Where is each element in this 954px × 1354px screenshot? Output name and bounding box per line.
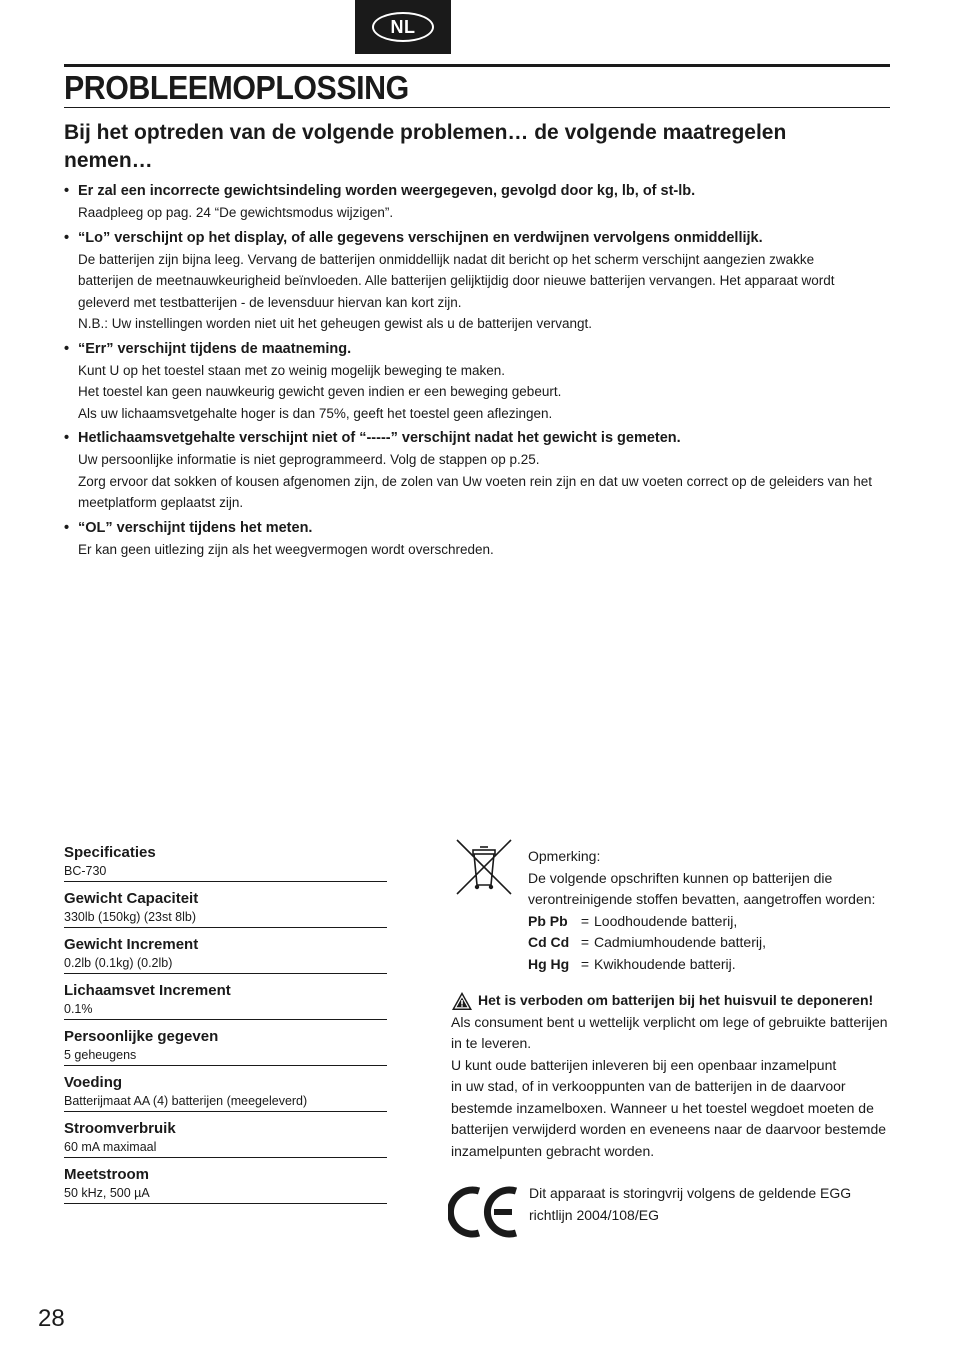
problem-item — [64, 339, 890, 425]
spec-label: Voeding — [64, 1074, 123, 1091]
spec-label: Gewicht Capaciteit — [64, 890, 199, 907]
problem-item — [64, 428, 890, 514]
note-equals: = — [580, 934, 590, 950]
problem-heading: “Lo” verschijnt op het display, of alle gegevens verschijnen en verdwijnen vervolgens onmiddellijk. — [78, 229, 763, 246]
spec-row — [64, 933, 387, 974]
spec-label: Stroomverbruik — [64, 1120, 176, 1137]
ce-mark-icon — [448, 1185, 520, 1239]
warning-heading: Het is verboden om batterijen bij het huisvuil te deponeren! — [478, 992, 874, 1008]
warning-triangle-icon — [451, 991, 473, 1011]
bullet-icon: • — [64, 183, 70, 199]
problem-heading: Hetlichaamsvetgehalte verschijnt niet of “-----” verschijnt nadat het gewicht is gemeten. — [78, 430, 681, 446]
ce-statement: Dit apparaat is storingvrij volgens de geldende EGG richtlijn 2004/108/EG — [529, 1185, 852, 1223]
problem-body: Uw persoonlijke informatie is niet geprogrammeerd. Volg de stappen op p.25. Zorg ervoor dat sokken of kousen afgenomen zijn, de zolen van Uw voeten rein zijn en dat uw voeten correct op de geleiders van het meetplatform geplaatst zijn. — [78, 452, 872, 510]
note-item — [528, 911, 888, 933]
note-meaning: Kwikhoudende batterij. — [594, 955, 736, 972]
spec-value: BC-730 — [64, 864, 107, 878]
page-title: PROBLEEMOPLOSSING — [64, 69, 409, 106]
problem-body: Er kan geen uitlezing zijn als het weegvermogen wordt overschreden. — [78, 541, 494, 557]
battery-note — [528, 846, 888, 975]
spec-row — [64, 887, 387, 928]
problem-item — [64, 181, 890, 224]
bullet-icon: • — [64, 430, 70, 446]
note-item — [528, 954, 888, 976]
problem-heading: Er zal een incorrecte gewichtsindeling worden weergegeven, gevolgd door kg, lb, of st-lb. — [78, 183, 696, 199]
problem-body: Kunt U op het toestel staan met zo weinig mogelijk beweging te maken. Het toestel kan geen nauwkeurig gewicht geven indien er een beweging gebeurt. Als uw lichaamsvetgehalte hoger is dan 75%, geeft het toestel geen aflezingen. — [78, 362, 562, 421]
spec-value: Batterijmaat AA (4) batterijen (meegeleverd) — [64, 1094, 308, 1108]
problem-body: De batterijen zijn bijna leeg. Vervang de batterijen onmiddellijk nadat dit bericht op het scherm verschijnt aangezien zwakke batterijen de meetnauwkeurigheid beïnvloeden. Alle batterijen gelijktijdig door nieuwe batterijen vervangen. Het apparaat wordt geleverd met testbatterijen - de levensduur hiervan kan kort zijn. N.B.: Uw instellingen worden niet uit het geheugen gewist als u de batterijen vervangt. — [78, 251, 835, 331]
spec-value: 0.1% — [64, 1002, 93, 1016]
title-rule — [64, 107, 890, 108]
note-equals: = — [580, 955, 590, 972]
battery-warning — [451, 990, 891, 1162]
spec-value: 0.2lb (0.1kg) (0.2lb) — [64, 956, 173, 970]
note-symbol: Pb Pb — [528, 912, 568, 929]
spec-value: 60 mA maximaal — [64, 1140, 157, 1154]
note-text: De volgende opschriften kunnen op batterijen die verontreinigende stoffen bevatten, aangetroffen worden: — [528, 869, 876, 907]
warning-body: Als consument bent u wettelijk verplicht om lege of gebruikte batterijen in te leveren. U kunt oude batterijen inleveren bij een openbaar inzamelpunt in uw stad, of in verkooppunten van de batterijen in de daarvoor bestemde inzamelboxen. Wanneer u het toestel wegdoet moeten de batterijen verwijderd worden en eveneens naar de daarvoor bestemde inzamelpunten gebracht worden. — [451, 1013, 888, 1159]
spec-label: Lichaamsvet Increment — [64, 982, 231, 999]
note-equals: = — [580, 912, 590, 929]
problem-heading: “OL” verschijnt tijdens het meten. — [78, 519, 313, 536]
note-title: Opmerking: — [528, 848, 601, 864]
spec-value: 330lb (150kg) (23st 8lb) — [64, 910, 197, 924]
spec-label: Persoonlijke gegeven — [64, 1028, 219, 1045]
problem-list — [64, 181, 890, 564]
crossed-bin-icon — [455, 838, 513, 896]
spec-label: Meetstroom — [64, 1166, 150, 1183]
spec-row — [64, 1071, 387, 1112]
spec-row — [64, 841, 387, 882]
bullet-icon: • — [64, 229, 70, 246]
spec-row — [64, 1025, 387, 1066]
page-number: 28 — [38, 1305, 65, 1332]
top-rule — [64, 64, 890, 67]
spec-row — [64, 1163, 387, 1204]
language-badge: NL — [372, 12, 434, 42]
language-tab — [355, 0, 451, 54]
problem-body: Raadpleeg op pag. 24 “De gewichtsmodus wijzigen”. — [78, 205, 394, 220]
note-meaning: Loodhoudende batterij, — [594, 912, 738, 929]
bullet-icon: • — [64, 340, 70, 357]
problem-heading: “Err” verschijnt tijdens de maatneming. — [78, 340, 352, 357]
spec-row — [64, 1117, 387, 1158]
spec-value: 50 kHz, 500 µA — [64, 1186, 150, 1200]
spec-label: Gewicht Increment — [64, 936, 199, 953]
problem-item — [64, 228, 890, 335]
note-symbol: Cd Cd — [528, 934, 570, 950]
note-meaning: Cadmiumhoudende batterij, — [594, 934, 766, 950]
spec-value: 5 geheugens — [64, 1048, 137, 1062]
note-symbol: Hg Hg — [528, 955, 570, 972]
bullet-icon: • — [64, 519, 70, 536]
specifications-table — [64, 841, 387, 1209]
problem-item — [64, 518, 890, 561]
note-item — [528, 932, 888, 954]
spec-row — [64, 979, 387, 1020]
spec-label: Specificaties — [64, 844, 156, 861]
section-subtitle: Bij het optreden van de volgende problemen… de volgende maatregelen nemen… — [64, 121, 787, 172]
